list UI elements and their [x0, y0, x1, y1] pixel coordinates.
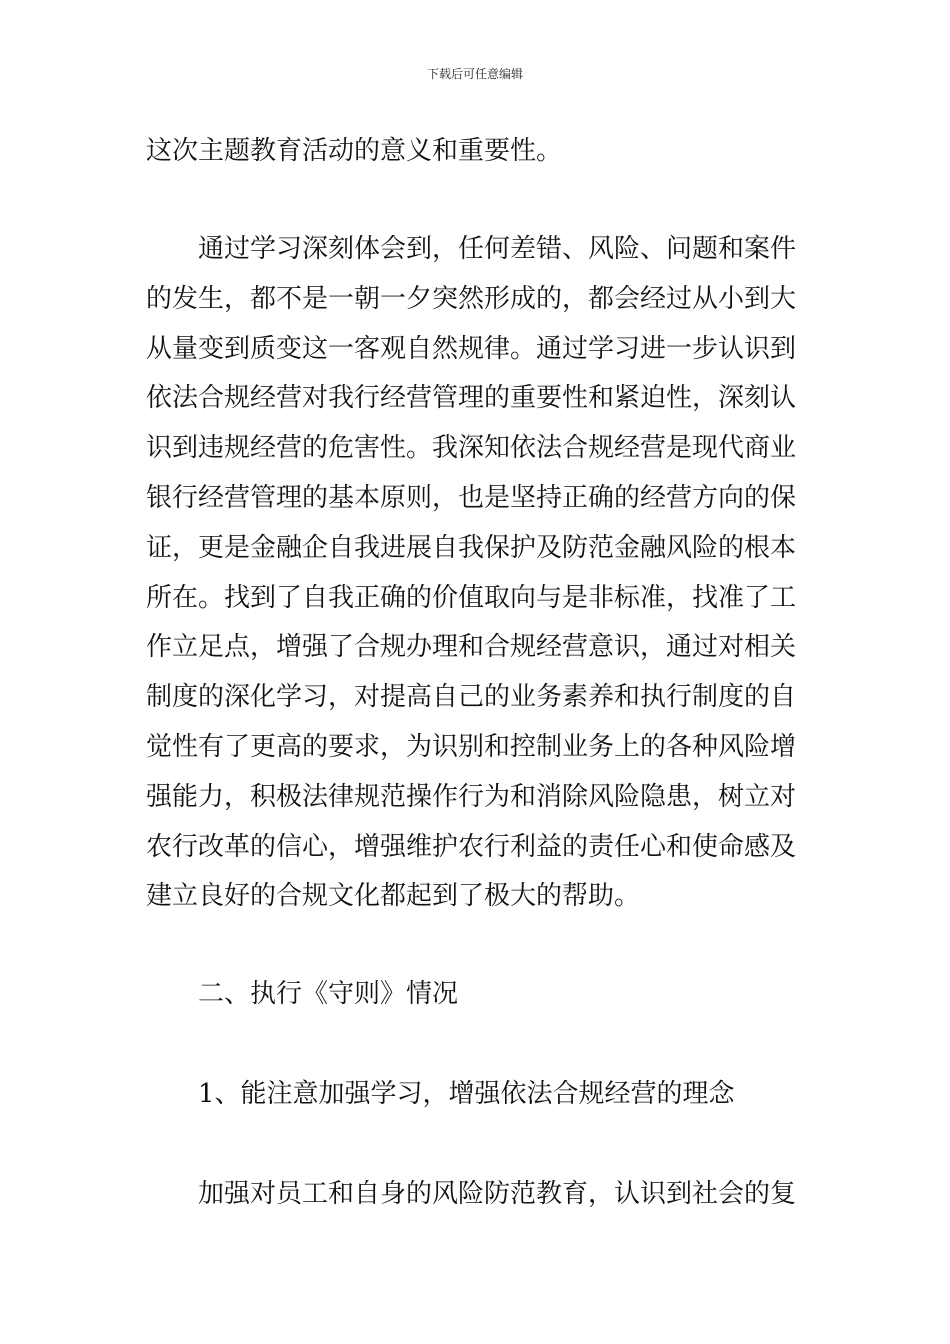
- text-line: 识到违规经营的危害性。我深知依法合规经营是现代商业: [146, 433, 797, 464]
- text-line: 银行经营管理的基本原则，也是坚持正确的经营方向的保: [146, 482, 797, 513]
- text-line: 制度的深化学习，对提高自己的业务素养和执行制度的自: [146, 682, 797, 713]
- text-line: 所在。找到了自我正确的价值取向与是非标准，找准了工: [146, 582, 797, 613]
- intro-tail-paragraph: [146, 127, 808, 177]
- last-paragraph: [146, 1170, 808, 1220]
- main-paragraph: [146, 225, 808, 922]
- text-line: 从量变到质变这一客观自然规律。通过学习进一步认识到: [146, 333, 797, 364]
- text-line: 依法合规经营对我行经营管理的重要性和紧迫性，深刻认: [146, 383, 797, 414]
- text-line: 强能力，积极法律规范操作行为和消除风险隐患，树立对: [146, 781, 797, 812]
- text-line: 证，更是金融企自我进展自我保护及防范金融风险的根本: [146, 532, 797, 563]
- text-line: 建立良好的合规文化都起到了极大的帮助。: [146, 881, 641, 912]
- text-line: 觉性有了更高的要求，为识别和控制业务上的各种风险增: [146, 731, 797, 762]
- text-line: 1、能注意加强学习，增强依法合规经营的理念: [198, 1079, 735, 1109]
- text-line: 通过学习深刻体会到，任何差错、风险、问题和案件: [198, 234, 797, 264]
- page-header: 下载后可任意编辑: [426, 67, 523, 81]
- text-line: 作立足点，增强了合规办理和合规经营意识，通过对相关: [146, 632, 797, 663]
- subheading: [146, 1070, 808, 1120]
- text-line: 二、执行《守则》情况: [198, 979, 459, 1009]
- text-line: 这次主题教育活动的意义和重要性。: [146, 136, 563, 166]
- text-line: 的发生，都不是一朝一夕突然形成的，都会经过从小到大: [146, 283, 797, 314]
- section-heading: [146, 970, 808, 1020]
- text-line: 农行改革的信心，增强维护农行利益的责任心和使命感及: [146, 831, 797, 862]
- text-line: 加强对员工和自身的风险防范教育，认识到社会的复: [198, 1179, 797, 1209]
